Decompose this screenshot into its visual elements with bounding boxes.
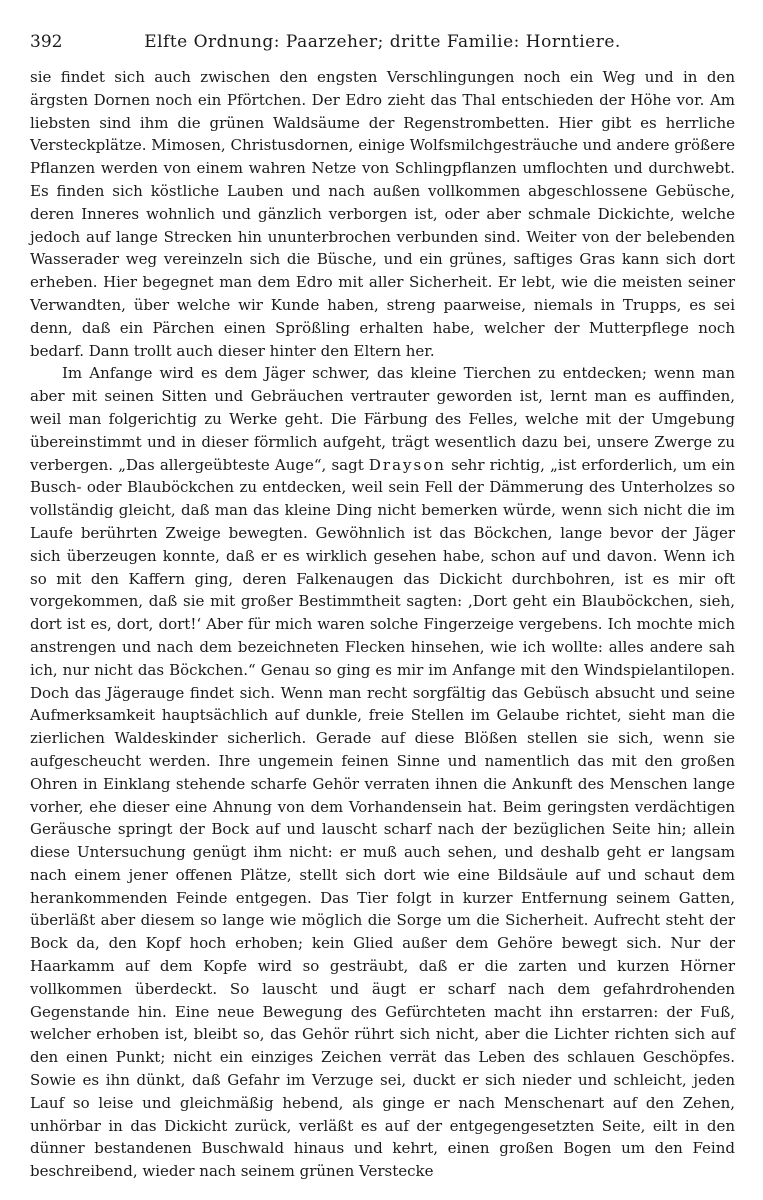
running-head: Elfte Ordnung: Paarzeher; dritte Familie: Horntiere. [144, 32, 621, 52]
paragraph-2-text-b: sehr richtig, „ist erforderlich, um ein Busch- oder Blauböckchen zu entdecken, weil sein Fell der Dämmerung des Unterholzes so vollständig gleicht, daß man das kleine Ding nicht bemerken würde, wenn sich nicht die im Laufe berührten Zweige bewegten. Gewöhnlich ist das Böckchen, lange bevor der Jäger sich überzeugen konnte, daß er es wirklich gesehen habe, schon auf und davon. Wenn ich so mit den Kaffern ging, deren Falkenaugen das Dickicht durchbohren, ist es mir oft vorgekommen, daß sie mit großer Bestimmtheit sagten: ‚Dort geht ein Blauböckchen, sieh, dort ist es, dort, dort!‘ Aber für mich waren solche Fingerzeige vergebens. Ich mochte mich anstrengen und nach dem bezeichneten Flecken hinsehen, wie ich wollte: alles andere sah ich, nur nicht das Böckchen.“ Genau so ging es mir im Anfange mit den Windspielantilopen. Doch das Jägerauge findet sich. Wenn man recht sorgfältig das Gebüsch absucht und seine Aufmerksamkeit hauptsächlich auf dunkle, freie Stellen im Gelaube richtet, sieht man die zierlichen Waldeskinder sicherlich. Gerade auf diese Blößen stellen sie sich, wenn sie aufgescheucht werden. Ihre ungemein feinen Sinne und namentlich das mit den großen Ohren in Einklang stehende scharfe Gehör verraten ihnen die Ankunft des Menschen lange vorher, ehe dieser eine Ahnung von dem Vorhandensein hat. Beim geringsten verdächtigen Geräusche springt der Bock auf und lauscht scharf nach der bezüglichen Seite hin; allein diese Untersuchung genügt ihm nicht: er muß auch sehen, und deshalb geht er langsam nach einem jener offenen Plätze, stellt sich dort wie eine Bildsäule auf und schaut dem herankommenden Feinde entgegen. Das Tier folgt in kurzer Entfernung seinem Gatten, überläßt aber diesem so lange wie möglich die Sorge um die Sicherheit. Aufrecht steht der Bock da, den Kopf hoch erhoben; kein Glied außer dem Gehöre bewegt sich. Nur der Haarkamm auf dem Kopfe wird so gesträubt, daß er die zarten und kurzen Hörner vollkommen überdeckt. So lauscht und äugt er scharf nach dem gefahrdrohenden Gegenstande hin. Eine neue Bewegung des Gefürchteten macht ihn erstarren: der Fuß, welcher erhoben ist, bleibt so, das Gehör rührt sich nicht, aber die Lichter richten sich auf den einen Punkt; nicht ein einziges Zeichen verrät das Leben des schlauen Geschöpfes. Sowie es ihn dünkt, daß Gefahr im Verzuge sei, duckt er sich nieder und schleicht, jeden Lauf so leise und gleichmäßig hebend, als ginge er nach Menschenart auf den Zehen, unhörbar in das Dickicht zurück, verläßt es auf der entgegengesetzten Seite, eilt in den dünner bestandenen Buschwald hinaus und kehrt, einen großen Bogen um den Feind beschreibend, wieder nach seinem grünen Verstecke [30, 455, 735, 1181]
page-number: 392 [30, 32, 63, 52]
author-name: Drayson [368, 455, 446, 474]
paragraph-2 [30, 362, 735, 1183]
page-header [30, 28, 735, 58]
body-text [30, 66, 735, 1183]
paragraph-2-text-a: Im Anfange wird es dem Jäger schwer, das kleine Tierchen zu entdecken; wenn man aber mit seinen Sitten und Gebräuchen vertrauter geworden ist, lernt man es auffinden, weil man folgerichtig zu Werke geht. Die Färbung des Felles, welche mit der Umgebung übereinstimmt und in dieser förmlich aufgeht, trägt wesentlich dazu bei, unsere Zwerge zu verbergen. „Das allergeübteste Auge“, sagt [30, 364, 735, 474]
paragraph-1: sie findet sich auch zwischen den engsten Verschlingungen noch ein Weg und in den ärgsten Dornen noch ein Pförtchen. Der Edro zieht das Thal entschieden der Höhe vor. Am liebsten sind ihm die grünen Waldsäume der Regenstrombetten. Hier gibt es herrliche Versteckplätze. Mimosen, Christusdornen, einige Wolfsmilchgesträuche und andere größere Pflanzen werden von einem wahren Netze von Schlingpflanzen umflochten und durchwebt. Es finden sich köstliche Lauben und nach außen vollkommen abgeschlossene Gebüsche, deren Inneres wohnlich und gänzlich verborgen ist, oder aber schmale Dickichte, welche jedoch auf lange Strecken hin ununterbrochen verbunden sind. Weiter von der belebenden Wasserader weg vereinzeln sich die Büsche, und ein grünes, saftiges Gras kann sich dort erheben. Hier begegnet man dem Edro mit aller Sicherheit. Er lebt, wie die meisten seiner Verwandten, über welche wir Kunde haben, streng paarweise, niemals in Trupps, es sei denn, daß ein Pärchen einen Sprößling erhalten habe, welcher der Mutterpflege noch bedarf. Dann trollt auch dieser hinter den Eltern her. [30, 68, 735, 360]
